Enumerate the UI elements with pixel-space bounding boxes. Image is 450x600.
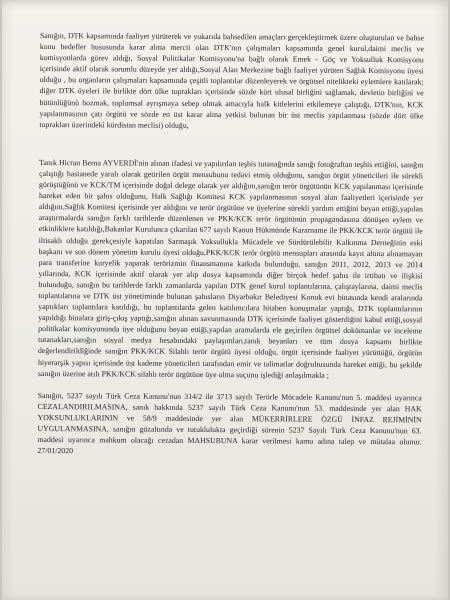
document-body xyxy=(37,30,424,459)
paragraph-charges: Sanığın, DTK kapsamında faaliyet yürüterek ve yukarıda bahsedilen amaçları gerçekleştirmek üzere oluşturulan ve bahse konu hedefler hususunda karar alma mercii olan DTK'nın çalışmaları kapsamında genel kurul,daimi meclis ve komisyonlarda görev aldığı, Sosyal Politikalar Komisyonu'na bağlı olarak Emek - Göç ve Yoksulluk Komisyonu içerisinde aktif olarak sorumlu düzeyde yer aldığı,Sosyal Alan Merkezine bağlı faaliyet yürüten Sağlık Komisyonu üyesi olduğu , bu organların çalışmaları kapsamında çeşitli toplantılar düzenleyerek ve örgütsel nitelikteki eylemlere katılarak; diğer DTK üyeleri ile birlikte dört ülke toprakları içerisinde sözde kürt ulusal birliğini sağlamak, devletin birliğini ve bütünlüğünü bozmak, toplumsal ayrışmaya sebep olmak amacıyla halk kitlelerini etkilemeye çalıştığı, DTK'nın, KCK yapılanmasının çatı örgütü ve sözde en üst karar alma yetkisi bulunan bir üst meclis yapılanması (sözde dört ülke toprakları üzerindeki kürdistan meclisi) olduğu, xyxy=(39,30,424,130)
document-page xyxy=(2,0,448,600)
paragraph-verdict-request: Sanığın, 5237 sayılı Türk Ceza Kanunu'nun 314/2 ile 3713 sayılı Terörle Mücadele Kanunu'nun 5. maddesi uyarınca CEZALANDIRILMASINA, sanık hakkında 5237 sayılı Türk Ceza Kanunu'nun 53. maddesinde yer alan HAK YOKSUNLUKLARININ ve 58/9 maddesinde yer alan MÜKERRİRLERE ÖZGÜ İNFAZ REJİMİNİN UYGULANMASINA, sanığın gözaltında ve tutukluluktа geçirdiği sürenin 5237 Sayılı Türk Ceza Kanunu'nun 63. maddesi uyarınca mahkum olacağı cezadan MAHSUBUNA karar verilmesi kamu adına talep ve mütalaa olunur. 27/01/2020 xyxy=(37,390,422,456)
paragraph-evidence: Tanık Hicran Berna AYVERDİ'nin alınan ifadesi ve yapılırılan teşhis tutanağında sanığı fotoğraftan teşhis ettiğini, sanığın çalıştığı hastanede yaralı olarak getirilen örgüt mensubunu tedavi etmiş olduğunu, sanığın örgüt yöneticileri ile sürekli görüştüğünü ve KCK/TM içerisinde doğal delege olarak yer aldığını,sanığın terör örgütünün KCK yapılanması içerisinde hareket eden bir şahıs olduğunu, Halk Sağlığı Komitesi KCK yapılanmasının sosyal alan faaliyetleri içerisinde yer aldığını,Sağlık Komitesi içerisinde yer aldığını ve terör örgütüne ve üyelerine sürekli yardım ettiğini beyan ettiği,yapılan araştırmalarda sanığın farklı tarihlerde düzenlenen ve PKK/KCK terör örgütünün propagandasına dönüşen eylem ve etkinliklere katıldığı,Bakanlar Kurulunca çıkarılan 677 sayılı Kanun Hükmünde Kararname ile PKK/KCK terör örgütü ile iltisaklı olduğu gerekçesiyle kapatılan Sarmaşık Yoksullukla Mücadele ve Sürdürülebilir Kalkınma Derneğinin eski başkanı ve son dönem yönetim kurulu üyesi olduğu,PKK/KCK terör örgütü mensupları arasında kayıt altına alınamayan para transferine kuryelik yaparak terörizmin finansmanına katkıda bulunduğu, sanığın 2011, 2012, 2013 ve 2014 yıllarında, KCK içerisinde aktif olarak yer alıp dosya kapsamında diğer birçok hedef şahıs ile irtibatı ve ilişkisi bulunduğu, sanığın bu tarihlerde farklı zamanlarda yapılan DTK genel kurul toplantılarına, çalıştaylarına, daimi meclis toplantılarına ve DTK üst yönetiminde bulunan şahısların Diyarbakır Belediyesi Konuk evi binasında kendi aralarında yaptıkları toplantılara katıldığı, bu toplantılarda gelen katılımcılara hitaben konuşmalar yaptığı, DTK toplantılarının yapıldığı binalara giriş-çıkış yaptığı,sanığın alınan savunmasında DTK içerisinde faaliyet gösterdiğini kabul ettiği,sosyal politikalar komisyonunda üye olduğunu beyan ettiği,yapılan aramalarda ele geçirilen örgütsel dokümanlar ve inceleme tutanakları,sanığın sosyal medya hesabındaki paylaşımları,tanık beyanları ve tüm dosya kapsamı birlikte değerlendirildiğinde sanığın PKK/KCK Silahlı terör örgütü üyesi olduğu, örgüt içerisinde faaliyet yürüttüğü, örgütün hiyerarşik yapısı içerisinde üst kademe yöneticileri tarafından emir ve talimatlar doğrultusunda hareket ettiği, bu şekilde sanığın üzerine atılı PKK/KCK silahlı terör örgütüne üye olma suçunu işlediği anlaşılmakla ; xyxy=(37,157,424,380)
page-shadow xyxy=(2,0,448,10)
